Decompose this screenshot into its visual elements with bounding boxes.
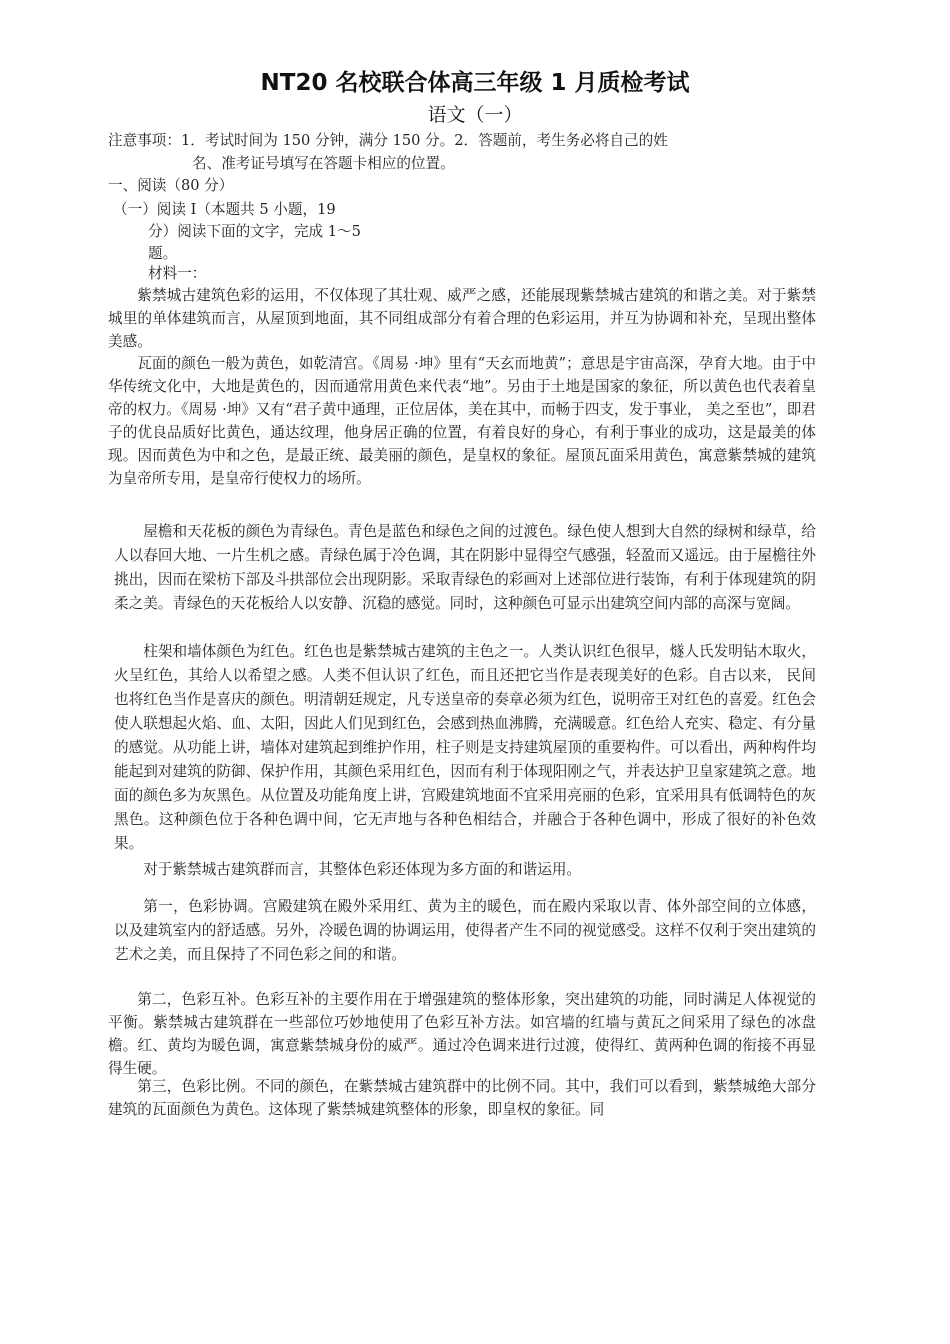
- material-label: 材料一：: [148, 265, 207, 282]
- subsection-line-2: 分）阅读下面的文字，完成 1～5: [148, 223, 361, 240]
- paragraph-2: 瓦面的颜色一般为黄色，如乾清宫。《周易 ·坤》里有“天玄而地黄”；意思是宇宙高深，孕育大地。由于中华传统文化中，大地是黄色的，因而通常用黄色来代表“地”。另由于土地是国家的象征，所以黄色也代表着皇帝的权力。《周易 ·坤》又有“君子黄中通理，正位居体，美在其中，而畅于四支，发于事业， 美之至也”，即君子的优良品质好比黄色，通达纹理，他身居正确的位置，有着良好的身心，有利于事业的成功，这是最美的体现。因而黄色为中和之色，是最正统、最美丽的颜色，是皇权的象征。屋顶瓦面采用黄色，寓意紫禁城的建筑为皇帝所专用，是皇帝行使权力的场所。: [108, 355, 816, 487]
- section-heading: 一、阅读（80 分）: [108, 177, 234, 194]
- paragraph-5: 对于紫禁城古建筑群而言，其整体色彩还体现为多方面的和谐运用。: [143, 861, 582, 878]
- notice-line-2: 名、准考证号填写在答题卡相应的位置。: [192, 155, 455, 172]
- notice-line-1: 注意事项：1．考试时间为 150 分钟，满分 150 分。2．答题前，考生务必将自己的姓: [108, 132, 668, 149]
- paragraph-6: 第一，色彩协调。宫殿建筑在殿外采用红、黄为主的暖色，而在殿内采取以青、体外部空间的立体感， 以及建筑室内的舒适感。另外，冷暖色调的协调运用，使得者产生不同的视觉感受。这样不仅利于突出建筑的艺术之美，而且保持了不同色彩之间的和谐。: [114, 898, 816, 963]
- paragraph-3: 屋檐和天花板的颜色为青绿色。青色是蓝色和绿色之间的过渡色。绿色使人想到大自然的绿树和绿草，给人以春回大地、一片生机之感。青绿色属于冷色调，其在阴影中显得空气感强，轻盈而又遥远。由于屋檐往外挑出，因而在梁枋下部及斗拱部位会出现阴影。采取青绿色的彩画对上述部位进行装饰，有利于体现建筑的阴柔之美。青绿色的天花板给人以安静、沉稳的感觉。同时，这种颜色可显示出建筑空间内部的高深与宽阔。: [114, 523, 816, 612]
- exam-title: NT20 名校联合体高三年级 1 月质检考试: [260, 70, 690, 96]
- paragraph-4: 柱架和墙体颜色为红色。红色也是紫禁城古建筑的主色之一。人类认识红色很早，燧人氏发明钻木取火，火呈红色，其给人以希望之感。人类不但认识了红色，而且还把它当作是表现美好的色彩。自古以来， 民间也将红色当作是喜庆的颜色。明清朝廷规定，凡专送皇帝的奏章必须为红色，说明帝王对红色的喜爱。红色会使人联想起火焰、血、太阳，因此人们见到红色，会感到热血沸腾，充满暖意。红色给人充实、稳定、有分量的感觉。从功能上讲，墙体对建筑起到维护作用，柱子则是支持建筑屋顶的重要构件。可以看出，两种构件均能起到对建筑的防御、保护作用，其颜色采用红色，因而有利于体现阳刚之气，并表达护卫皇家建筑之意。地面的颜色多为灰黑色。从位置及功能角度上讲，宫殿建筑地面不宜采用亮丽的色彩，宜采用具有低调特色的灰黑色。这种颜色位于各种色调中间，它无声地与各种色相结合，并融合于各种色调中，形成了很好的补色效果。: [114, 643, 816, 852]
- subsection-line-3: 题。: [148, 245, 178, 262]
- subject-subtitle: 语文（一）: [427, 104, 523, 126]
- subsection-line-1: （一）阅读 I（本题共 5 小题，19: [113, 201, 336, 218]
- paragraph-7: 第二，色彩互补。色彩互补的主要作用在于增强建筑的整体形象，突出建筑的功能，同时满足人体视觉的平衡。紫禁城古建筑群在一些部位巧妙地使用了色彩互补方法。如宫墙的红墙与黄瓦之间采用了绿色的冰盘檐。红、黄均为暖色调，寓意紫禁城身份的威严。通过冷色调来进行过渡，使得红、黄两种色调的衔接不再显得生硬。: [108, 991, 816, 1077]
- paragraph-8: 第三，色彩比例。不同的颜色，在紫禁城古建筑群中的比例不同。其中，我们可以看到，紫禁城绝大部分建筑的瓦面颜色为黄色。这体现了紫禁城建筑整体的形象，即皇权的象征。同: [108, 1078, 816, 1118]
- paragraph-1: 紫禁城古建筑色彩的运用，不仅体现了其壮观、威严之感，还能展现紫禁城古建筑的和谐之美。对于紫禁城里的单体建筑而言，从屋顶到地面，其不同组成部分有着合理的色彩运用，并互为协调和补充，呈现出整体美感。: [108, 287, 816, 350]
